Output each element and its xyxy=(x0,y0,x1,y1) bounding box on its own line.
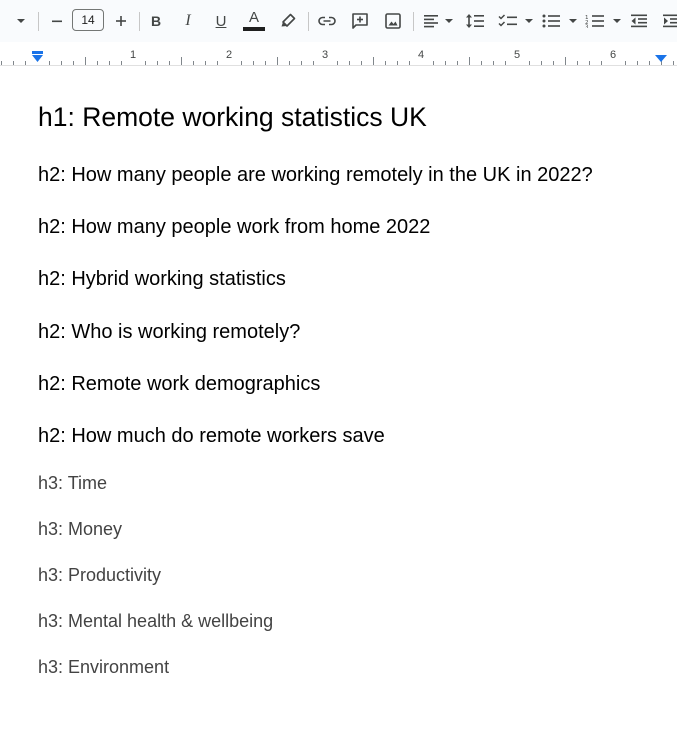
increase-font-size-button[interactable] xyxy=(111,0,131,42)
toolbar-divider xyxy=(139,12,140,31)
line-spacing-icon xyxy=(465,13,485,29)
heading-2[interactable]: h2: How many people work from home 2022 xyxy=(38,216,431,238)
numbered-list-button[interactable] xyxy=(584,0,624,42)
toolbar-divider xyxy=(413,12,414,31)
svg-text:2: 2 xyxy=(585,20,589,26)
right-indent-marker[interactable] xyxy=(655,55,667,62)
svg-text:1: 1 xyxy=(585,15,589,21)
left-indent-marker[interactable] xyxy=(32,51,43,62)
bold-icon: B xyxy=(150,13,162,29)
heading-3[interactable]: h3: Productivity xyxy=(38,565,162,585)
ruler-number: 6 xyxy=(609,49,617,61)
ruler-scale xyxy=(0,42,677,66)
heading-2[interactable]: h2: Remote work demographics xyxy=(38,373,321,395)
plus-icon xyxy=(115,15,127,27)
line-spacing-button[interactable] xyxy=(464,0,486,42)
text-color-swatch xyxy=(243,27,265,31)
underline-button[interactable] xyxy=(211,0,231,42)
decrease-font-size-button[interactable] xyxy=(48,0,66,42)
document-page[interactable] xyxy=(0,66,677,732)
numbered-list-icon xyxy=(585,14,623,28)
bulleted-list-button[interactable] xyxy=(540,0,580,42)
decrease-indent-button[interactable] xyxy=(628,0,650,42)
image-icon xyxy=(385,13,401,29)
heading-3[interactable]: h3: Money xyxy=(38,519,123,539)
decrease-indent-icon xyxy=(630,14,648,28)
highlighter-icon xyxy=(280,13,296,29)
underline-icon: U xyxy=(215,12,227,30)
heading-3[interactable]: h3: Environment xyxy=(38,657,170,677)
increase-indent-icon xyxy=(662,14,677,28)
ruler-number: 5 xyxy=(513,49,521,61)
align-dropdown-button[interactable] xyxy=(420,0,456,42)
font-size-input[interactable]: 14 xyxy=(72,9,104,31)
heading-2[interactable]: h2: Hybrid working statistics xyxy=(38,268,286,290)
insert-link-button[interactable] xyxy=(316,0,338,42)
svg-text:3: 3 xyxy=(585,24,589,28)
bulleted-list-icon xyxy=(541,14,579,28)
align-left-icon xyxy=(421,14,455,28)
formatting-toolbar xyxy=(0,0,677,42)
toolbar-divider xyxy=(308,12,309,31)
add-comment-button[interactable] xyxy=(349,0,371,42)
heading-1[interactable]: h1: Remote working statistics UK xyxy=(38,102,427,132)
heading-3[interactable]: h3: Time xyxy=(38,473,108,493)
text-color-icon: A xyxy=(248,9,259,26)
heading-3[interactable]: h3: Mental health & wellbeing xyxy=(38,611,274,631)
link-icon xyxy=(318,16,336,26)
checklist-button[interactable] xyxy=(496,0,536,42)
increase-indent-button[interactable] xyxy=(660,0,677,42)
ruler-number: 2 xyxy=(225,49,233,61)
text-color-button[interactable] xyxy=(243,0,265,42)
horizontal-ruler[interactable] xyxy=(0,42,677,66)
bold-button[interactable] xyxy=(146,0,166,42)
ruler-ticks xyxy=(2,57,674,65)
italic-icon: I xyxy=(185,12,191,29)
heading-2[interactable]: h2: How much do remote workers save xyxy=(38,425,385,447)
add-comment-icon xyxy=(351,12,369,30)
toolbar-divider xyxy=(38,12,39,31)
heading-2[interactable]: h2: Who is working remotely? xyxy=(38,321,301,343)
ruler-number: 1 xyxy=(129,49,137,61)
ruler-number: 3 xyxy=(321,49,329,61)
heading-2[interactable]: h2: How many people are working remotely in the UK in 2022? xyxy=(38,164,593,186)
insert-image-button[interactable] xyxy=(382,0,404,42)
ruler-number: 4 xyxy=(417,49,425,61)
font-dropdown-chevron-icon[interactable] xyxy=(12,0,30,42)
highlight-color-button[interactable] xyxy=(277,0,299,42)
italic-button[interactable] xyxy=(178,0,198,42)
checklist-icon xyxy=(497,14,535,28)
minus-icon xyxy=(51,15,63,27)
